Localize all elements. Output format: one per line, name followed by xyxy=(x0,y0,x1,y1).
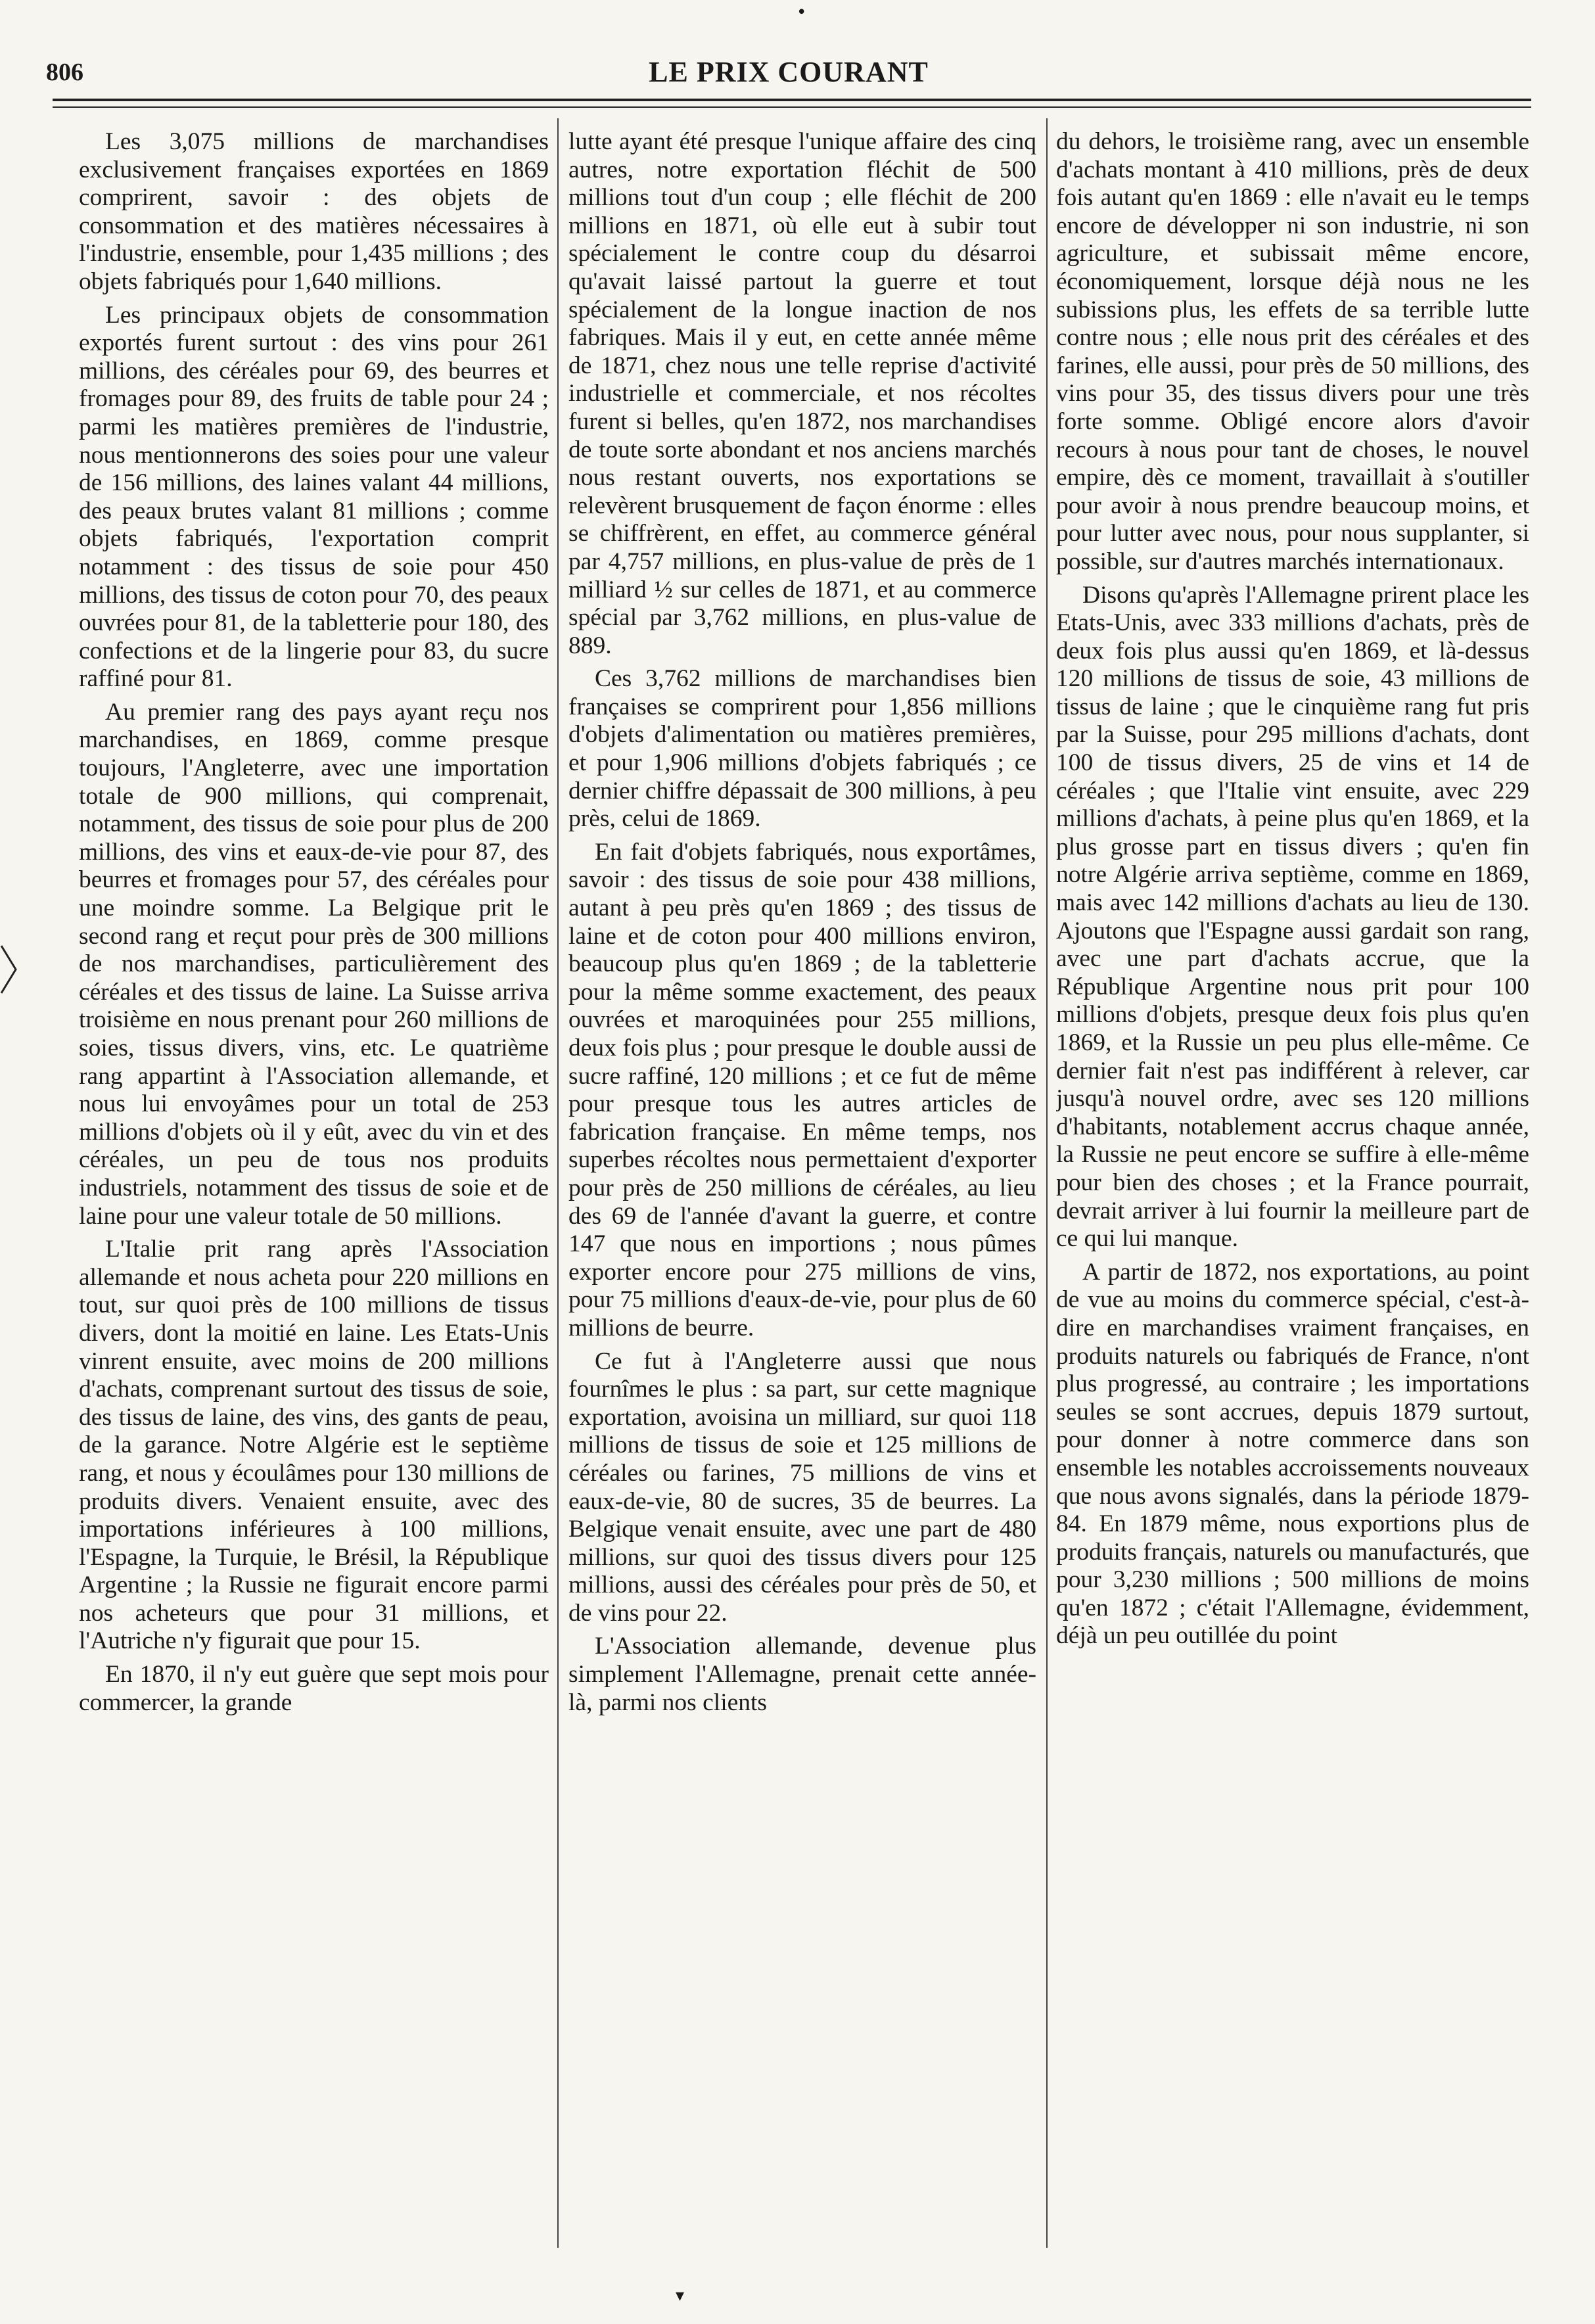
text-column-1 xyxy=(79,128,549,2264)
header-rule-thick xyxy=(53,99,1531,101)
column-divider-2 xyxy=(1046,118,1048,2248)
paragraph: Les principaux objets de consommation exportés furent surtout : des vins pour 261 millions, des céréales pour 69, des beurres et fromages pour 89, des fruits de table pour 24 ; parmi les matières premières de l'industrie, nous mentionnerons des soies pour une valeur de 156 millions, des laines valant 44 millions, des peaux brutes valant 81 millions ; comme objets fabriqués, l'exportation comprit notamment : des tissus de soie pour 450 millions, des tissus de coton pour 70, des peaux ouvrées pour 81, de la tabletterie pour 180, des confections et de la lingerie pour 83, du sucre raffiné pour 81. xyxy=(79,301,549,693)
paragraph: Les 3,075 millions de marchandises exclusivement françaises exportées en 1869 comprirent, savoir : des objets de consommation et des matières nécessaires à l'industrie, ensemble, pour 1,435 millions ; des objets fabriqués pour 1,640 millions. xyxy=(79,128,549,295)
print-speck: • xyxy=(797,3,807,22)
margin-bracket-mark xyxy=(0,943,18,996)
paragraph: A partir de 1872, nos exportations, au point de vue au moins du commerce spécial, c'est-à-dire en marchandises vraiment françaises, en produits naturels ou fabriqués de France, n'ont plus progressé, au contraire ; les importations seules se sont accrues, depuis 1879 surtout, pour donner à notre commerce dans son ensemble les notables accroissements nouveaux que nous avons signalés, dans la période 1879-84. En 1879 même, nous exportions plus de produits français, naturels ou manufacturés, que pour 3,230 millions ; 500 millions de moins qu'en 1872 ; c'était l'Allemagne, évidemment, déjà un peu outillée du point xyxy=(1056,1258,1529,1650)
paragraph: L'Association allemande, devenue plus simplement l'Allemagne, prenait cette année-là, parmi nos clients xyxy=(568,1633,1036,1716)
paragraph: En fait d'objets fabriqués, nous exportâmes, savoir : des tissus de soie pour 438 millions, autant à peu près qu'en 1869 ; des tissus de laine et de coton pour 400 millions environ, beaucoup plus qu'en 1869 ; de la tabletterie pour la même somme exactement, des peaux ouvrées et maroquinées pour 255 millions, deux fois plus ; pour presque le double aussi de sucre raffiné, 120 millions ; et ce fut de même pour presque tous les autres articles de fabrication française. En même temps, nos superbes récoltes nous permettaient d'exporter pour près de 250 millions de céréales, au lieu des 69 de l'année d'avant la guerre, et contre 147 que nous en importions ; nous pûmes exporter encore pour 275 millions de vins, pour 75 millions d'eaux-de-vie, pour plus de 60 millions de beurre. xyxy=(568,838,1036,1341)
page-number: 806 xyxy=(46,58,83,86)
paragraph-continued: lutte ayant été presque l'unique affaire des cinq autres, notre exportation fléchit de 500 millions tout d'un coup ; elle fléchit de 200 millions en 1871, où elle eut à subir tout spécialement le contre coup du désarroi qu'avait laissé partout la guerre et tout spécialement de la longue inaction de nos fabriques. Mais il y eut, en cette année même de 1871, chez nous une telle reprise d'activité industrielle et commerciale, et nos récoltes furent si belles, qu'en 1872, nos marchandises de toute sorte abondant et nos anciens marchés nous restant ouverts, nos exportations se relevèrent brusquement de façon énorme : elles se chiffrèrent, en effet, au commerce général par 4,757 millions, en plus-value de près de 1 milliard ½ sur celles de 1871, et au commerce spécial par 3,762 millions, en plus-value de 889. xyxy=(568,128,1036,659)
page-header xyxy=(46,46,1531,92)
paragraph: Ce fut à l'Angleterre aussi que nous fournîmes le plus : sa part, sur cette magnique exportation, avoisina un milliard, sur quoi 118 millions de tissus de soie et 125 millions de céréales ou farines, 75 millions de vins et eaux-de-vie, 80 de sucres, 35 de beurres. La Belgique venait ensuite, avec une part de 480 millions, sur quoi des tissus divers pour 125 millions, aussi des céréales pour près de 50, et de vins pour 22. xyxy=(568,1347,1036,1627)
column-divider-1 xyxy=(557,118,559,2248)
paragraph: En 1870, il n'y eut guère que sept mois pour commercer, la grande xyxy=(79,1661,549,1716)
paragraph: Au premier rang des pays ayant reçu nos marchandises, en 1869, comme presque toujours, l'Angleterre, avec une importation totale de 900 millions, qui comprenait, notamment, des tissus de soie pour plus de 200 millions, des vins et eaux-de-vie pour 87, des beurres et fromages pour 57, des céréales pour une moindre somme. La Belgique prit le second rang et reçut pour près de 300 millions de nos marchandises, particulièrement des céréales et des tissus de laine. La Suisse arriva troisième en nous prenant pour 260 millions de soies, tissus divers, vins, etc. Le quatrième rang appartint à l'Association allemande, et nous lui envoyâmes pour un total de 253 millions d'objets où il y eût, avec du vin et des céréales, un peu de tous nos produits industriels, notamment des tissus de soie et de laine pour une valeur totale de 50 millions. xyxy=(79,698,549,1230)
text-column-3 xyxy=(1056,128,1529,2264)
paragraph: L'Italie prit rang après l'Association allemande et nous acheta pour 220 millions en tout, sur quoi près de 100 millions de tissus divers, dont la moitié en laine. Les Etats-Unis vinrent ensuite, avec moins de 200 millions d'achats, comprenant surtout des tissus de soie, des tissus de laine, des vins, des gants de peau, de la garance. Notre Algérie est le septième rang, et nous y écoulâmes pour 130 millions de produits divers. Venaient ensuite, avec des importations inférieures à 100 millions, l'Espagne, la Turquie, le Brésil, la République Argentine ; la Russie ne figurait encore parmi nos acheteurs que pour 31 millions, et l'Autriche n'y figurait que pour 15. xyxy=(79,1236,549,1655)
print-speck: ▾ xyxy=(676,2286,685,2306)
text-column-2 xyxy=(568,128,1036,2264)
running-title: LE PRIX COURANT xyxy=(649,56,929,88)
paragraph: Ces 3,762 millions de marchandises bien françaises se comprirent pour 1,856 millions d'objets d'alimentation ou matières premières, et pour 1,906 millions d'objets fabriqués ; ce dernier chiffre dépassait de 300 millions, à peu près, celui de 1869. xyxy=(568,665,1036,833)
paragraph: Disons qu'après l'Allemagne prirent place les Etats-Unis, avec 333 millions d'achats, près de deux fois plus aussi qu'en 1869, et là-dessus 120 millions de tissus de soie, 43 millions de tissus de laine ; que le cinquième rang fut pris par la Suisse, pour 295 millions d'achats, dont 100 de tissus divers, 25 de vins et 14 de céréales ; que l'Italie vint ensuite, avec 229 millions d'achats, à peine plus qu'en 1869, et la plus grosse part en tissus divers ; qu'en fin notre Algérie arriva septième, comme en 1869, mais avec 142 millions d'achats au lieu de 130. Ajoutons que l'Espagne aussi gardait son rang, avec une part d'achats accrue, que la République Argentine nous prit pour 100 millions d'objets, presque deux fois plus qu'en 1869, et la Russie un peu plus elle-même. Ce dernier fait n'est pas indifférent à relever, car jusqu'à nouvel ordre, avec ses 120 millions d'habitants, notablement accrus chaque année, la Russie ne peut encore se suffire à elle-même pour bien des choses ; et la France pourrait, devrait arriver à lui fournir la meilleure part de ce qui lui manque. xyxy=(1056,581,1529,1253)
header-rule-thin xyxy=(53,106,1531,108)
paragraph-continued: du dehors, le troisième rang, avec un ensemble d'achats montant à 410 millions, près de deux fois autant qu'en 1869 : elle n'avait eu le temps encore de développer ni son industrie, ni son agriculture, et subissait même encore, économiquement, lorsque déjà nous ne les subissions plus, les effets de sa terrible lutte contre nous ; elle nous prit des céréales et des farines, elle aussi, pour près de 50 millions, des vins pour 35, des tissus divers pour une très forte somme. Obligé encore alors d'avoir recours à nous pour tant de choses, le nouvel empire, dès ce moment, travaillait à s'outiller pour avoir à nous prendre beaucoup moins, et pour lutter avec nous, pour nous supplanter, si possible, sur d'autres marchés internationaux. xyxy=(1056,128,1529,575)
